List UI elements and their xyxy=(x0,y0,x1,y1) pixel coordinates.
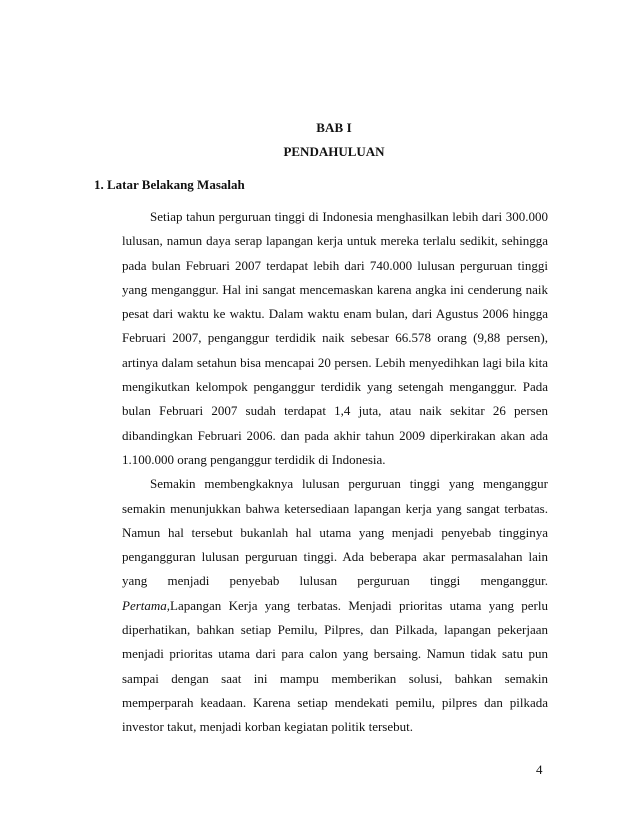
body-text xyxy=(122,205,548,740)
section-heading: 1. Latar Belakang Masalah xyxy=(94,177,245,192)
page-number: 4 xyxy=(536,762,543,777)
chapter-title: PENDAHULUAN xyxy=(283,144,385,159)
paragraph-2-italic: Pertama, xyxy=(122,597,171,613)
paragraph-2-part-1: Semakin membengkaknya lulusan perguruan tinggi yang menganggur semakin menunjukkan bahwa ketersediaan lapangan kerja yang sangat terbatas. Namun hal tersebut bukanlah hal utama yang menjadi penyebab tingginya pengangguran lulusan perguruan tinggi. Ada beberapa akar permasalahan lain yang menjadi penyebab lulusan perguruan tinggi menganggur. xyxy=(122,476,548,589)
paragraph-1: Setiap tahun perguruan tinggi di Indonesia menghasilkan lebih dari 300.000 lulusan, namun daya serap lapangan kerja untuk mereka terlalu sedikit, sehingga pada bulan Februari 2007 terdapat lebih dari 740.000 lulusan perguruan tinggi yang menganggur. Hal ini sangat mencemaskan karena angka ini cenderung naik pesat dari waktu ke waktu. Dalam waktu enam bulan, dari Agustus 2006 hingga Februari 2007, penganggur terdidik naik sebesar 66.578 orang (9,88 persen), artinya dalam setahun bisa mencapai 20 persen. Lebih menyedihkan lagi bila kita mengikutkan kelompok penganggur terdidik yang setengah menganggur. Pada bulan Februari 2007 sudah terdapat 1,4 juta, atau naik sekitar 26 persen dibandingkan Februari 2006. dan pada akhir tahun 2009 diperkirakan akan ada 1.100.000 orang penganggur terdidik di Indonesia. xyxy=(122,209,548,467)
chapter-number: BAB I xyxy=(316,120,352,135)
paragraph-2 xyxy=(122,472,548,739)
paragraph-2-part-2: Lapangan Kerja yang terbatas. Menjadi prioritas utama yang perlu diperhatikan, bahkan setiap Pemilu, Pilpres, dan Pilkada, lapangan pekerjaan menjadi prioritas utama dari para calon yang bersaing. Namun tidak satu pun sampai dengan saat ini mampu memberikan solusi, bahkan semakin memperparah keadaan. Karena setiap mendekati pemilu, pilpres dan pilkada investor takut, menjadi korban kegiatan politik tersebut. xyxy=(122,597,548,735)
